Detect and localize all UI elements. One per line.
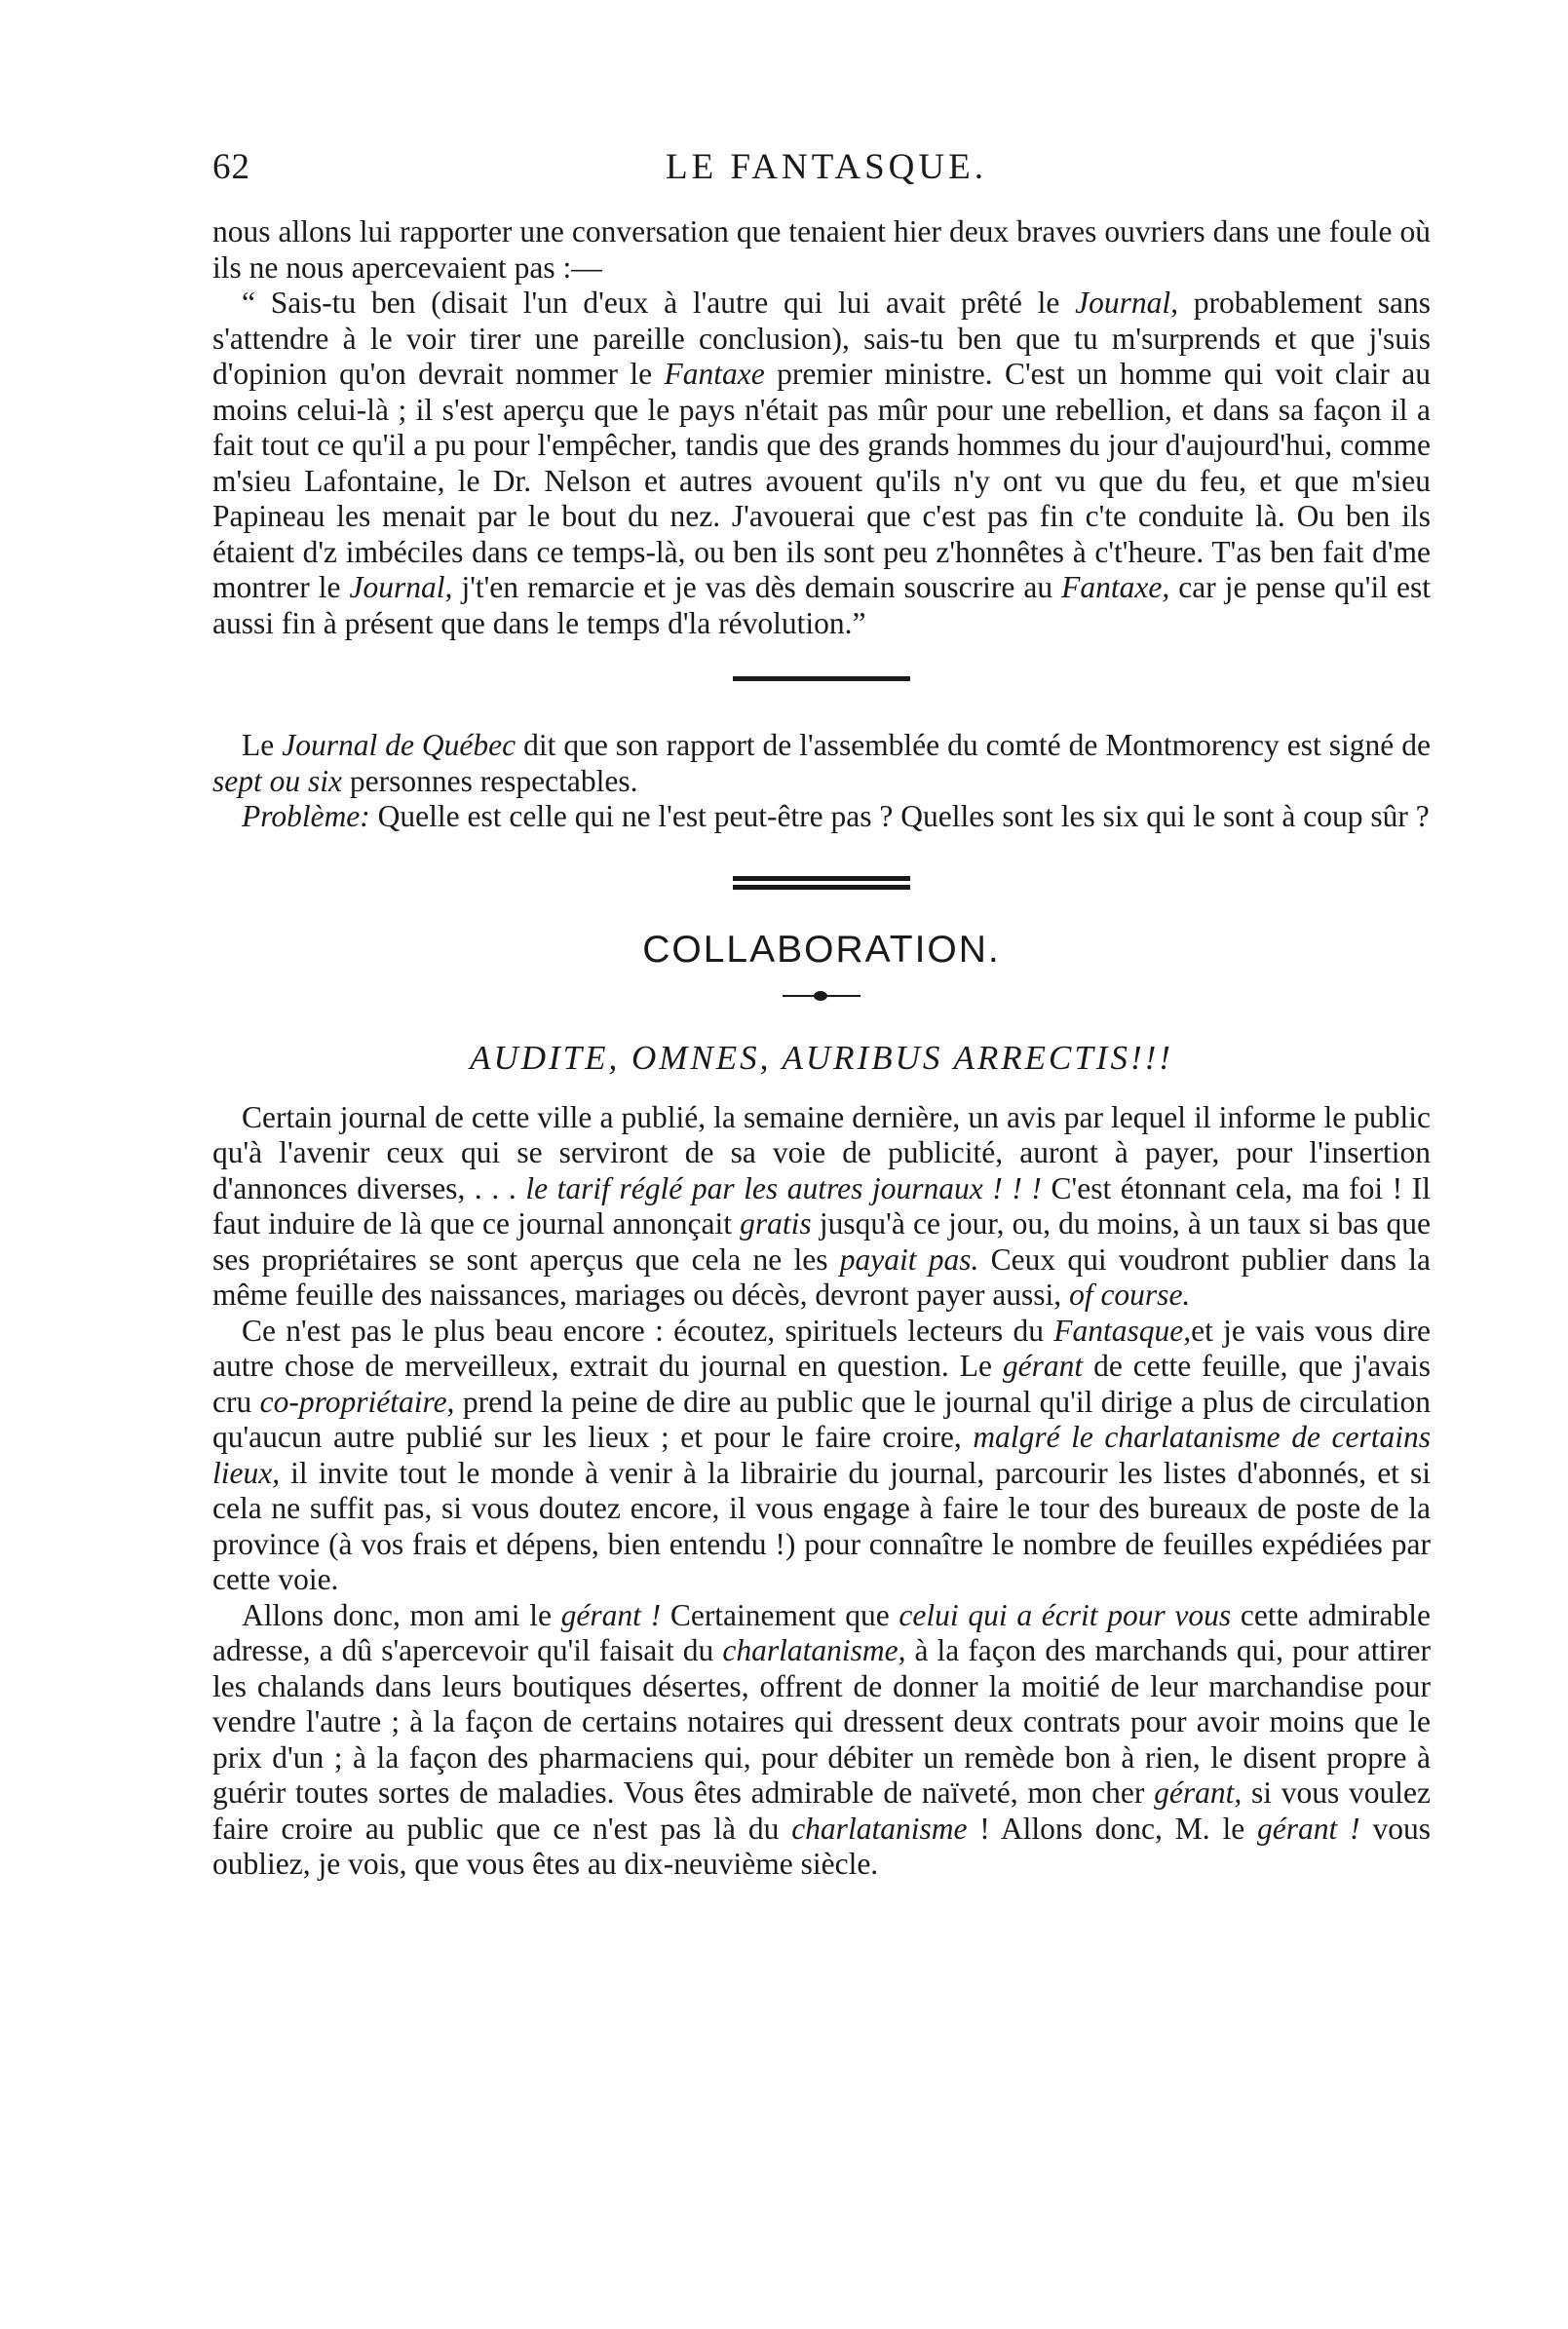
text-run: de cette feuille, que j'avais cru (212, 1349, 1431, 1419)
text-run: à la façon des marchands qui, pour attirer les chalands dans leurs boutiques désertes, offrent de donner la moitié de leur marchandise pour vendre l'autre ; à la façon de certains notaires qui dressent deux contrats pour avoir moins que le prix d'un ; à la façon des pharmaciens qui, pour débiter un remède bon à rien, le disent propre à guérir toutes sortes de maladies. Vous êtes admirable de naïveté, mon cher (212, 1633, 1431, 1810)
paragraph-intro (212, 214, 1431, 286)
text-run: car je pense qu'il est aussi fin à présent que dans le temps d'la révolution.” (212, 570, 1431, 640)
text-run: premier ministre. C'est un homme qui voit clair au moins celui-là ; il s'est aperçu que le pays n'était pas mûr pour une rebellion, et dans sa façon il a fait tout ce qu'il a pu pour l'empêcher, tandis que des grands hommes du jour d'aujourd'hui, comme m'sieu Lafontaine, le Dr. Nelson et autres avouent qu'ils n'y ont vu que du feu, et que m'sieu Papineau les menait par le bout du nez. J'avouerai que c'est pas fin c'te conduite là. Ou ben ils étaient d'z imbéciles dans ce temps-là, ou ben ils sont peu z'honnêtes à c't'heure. T'as ben fait d'me montrer le (212, 357, 1431, 604)
text-run: nous allons lui rapporter une conversation que tenaient hier deux braves ouvriers dans une foule où ils ne nous apercevaient pas :— (212, 214, 1431, 285)
text-run: j't'en remarcie et je vas dès demain souscrire au (452, 570, 1062, 604)
text-run: Ce n'est pas le plus beau encore : écoutez, spirituels lecteurs du (242, 1313, 1054, 1348)
italic-run: co-propriétaire, (259, 1384, 455, 1419)
italic-run: of course. (1069, 1278, 1191, 1312)
italic-run: charlatanisme, (722, 1633, 906, 1667)
text-run: Allons donc, mon ami le (242, 1597, 561, 1632)
italic-run: gérant ! (560, 1597, 662, 1632)
text-run: Certainement que (661, 1597, 899, 1632)
ornament-dot (814, 991, 827, 1001)
italic-run: sept ou six (212, 763, 342, 798)
text-run: “ Sais-tu ben (disait l'un d'eux à l'autre qui lui avait prêté le (242, 286, 1076, 320)
text-run: prend la peine de dire au public que le journal qu'il dirige a plus de circulation qu'aucun autre publié sur les lieux ; et pour le faire croire, (212, 1384, 1431, 1454)
paragraph-journal-quebec (212, 728, 1431, 799)
rule-line (733, 885, 910, 890)
text-run: Quelle est celle qui ne l'est peut-être pas ? Quelles sont les six qui le sont à coup sûr ? (369, 799, 1430, 833)
italic-run: Fantaxe, (1061, 570, 1170, 604)
italic-run: gérant (1002, 1349, 1084, 1383)
text-run: si vous voulez faire croire au public que ce n'est pas là du (212, 1775, 1431, 1846)
italic-run: charlatanisme (791, 1811, 968, 1846)
italic-run: Journal, (349, 570, 453, 604)
italic-run: Fantaxe (664, 357, 765, 391)
section-ornament (783, 991, 860, 1001)
text-run: il invite tout le monde à venir à la librairie du journal, parcourir les listes d'abonnés, et si cela ne suffit pas, si vous doutez encore, il vous engage à faire le tour des bureaux de poste de la province (à vos frais et dépens, bien entendu !) pour connaître le nombre de feuilles expédiées par cette voie. (212, 1455, 1431, 1596)
text-run: vous oubliez, je vois, que vous êtes au dix-neuvième siècle. (212, 1811, 1432, 1881)
running-title: LE FANTASQUE. (666, 147, 987, 187)
italic-run: Problème: (242, 799, 370, 833)
italic-run: malgré le charlatanisme de certains lieux, (212, 1420, 1431, 1490)
rule-line (733, 876, 910, 881)
italic-run: gérant ! (1257, 1811, 1360, 1846)
double-separator-rule (733, 876, 910, 890)
italic-run: Fantasque, (1053, 1313, 1192, 1348)
paragraph-gerant (212, 1314, 1431, 1598)
text-run: dit que son rapport de l'assemblée du comté de Montmorency est signé de (516, 728, 1431, 762)
italic-run: payait pas. (839, 1241, 979, 1277)
italic-run: le tarif réglé par les autres journaux ! ! ! (525, 1170, 1042, 1205)
italic-run: gratis (740, 1206, 812, 1241)
section-motto: AUDITE, OMNES, AURIBUS ARRECTIS!!! (470, 1038, 1173, 1077)
text-run: cette admirable adresse, a dû s'apercevoir qu'il faisait du (212, 1597, 1431, 1667)
text-run: jusqu'à ce jour, ou, du moins, à un taux si bas que ses propriétaires se sont aperçus que cela ne les (212, 1206, 1431, 1277)
running-head (212, 146, 1431, 214)
text-run: et je vais vous dire autre chose de merveilleux, extrait du journal en question. Le (212, 1313, 1431, 1383)
paragraph-allons-donc (212, 1598, 1431, 1883)
text-run: ! Allons donc, M. le (967, 1811, 1258, 1846)
italic-run: Journal, (1075, 286, 1179, 320)
paragraph-probleme (212, 799, 1431, 835)
paragraph-certain-journal (212, 1100, 1431, 1314)
text-run: Certain journal de cette ville a publié, la semaine dernière, un avis par lequel il informe le public qu'à l'avenir ceux qui se serviront de sa voie de publicité, auront à payer, pour l'insertion d'annonces diverses, . . . (212, 1099, 1431, 1205)
italic-run: celui qui a écrit pour vous (899, 1597, 1232, 1632)
separator-rule (733, 676, 910, 681)
text-run: Le (242, 728, 283, 762)
text-run: Ceux qui voudront publier dans la même feuille des naissances, mariages ou décès, devront payer aussi, (212, 1241, 1431, 1312)
section-title: COLLABORATION. (642, 928, 1001, 971)
text-run: probablement sans s'attendre à le voir tirer une pareille conclusion), sais-tu ben que tu m'surprends et que j'suis d'opinion qu'on devrait nommer le (212, 286, 1432, 391)
italic-run: Journal de Québec (282, 728, 516, 762)
paragraph-conversation (212, 286, 1431, 641)
text-run: personnes respectables. (341, 763, 638, 798)
page-number: 62 (212, 147, 250, 187)
italic-run: gérant, (1154, 1775, 1243, 1810)
text-run: C'est étonnant cela, ma foi ! Il faut induire de là que ce journal annonçait (212, 1170, 1432, 1241)
page (212, 146, 1431, 1883)
